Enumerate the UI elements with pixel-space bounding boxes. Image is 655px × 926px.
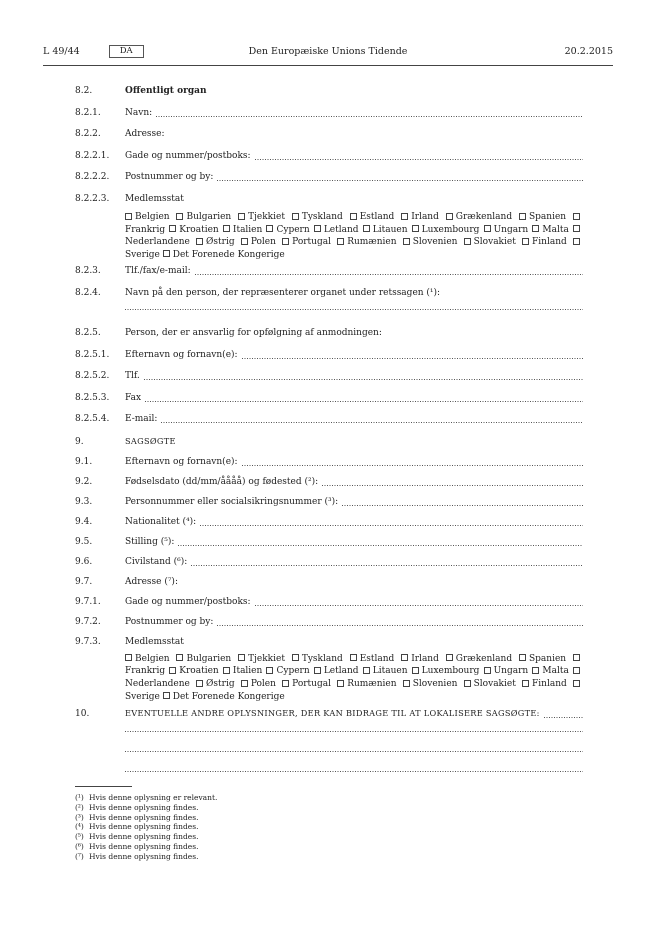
- checkbox-icon[interactable]: [573, 238, 580, 245]
- member-state-label: Slovenien: [412, 237, 458, 248]
- item-number: 9.2.: [75, 476, 93, 487]
- member-state-label: Østrig: [206, 679, 235, 690]
- checkbox-icon[interactable]: [223, 225, 230, 232]
- member-state-option: [266, 666, 309, 676]
- checkbox-icon[interactable]: [241, 680, 248, 687]
- fill-in-line: [178, 545, 583, 546]
- member-state-label: Kroatien: [179, 224, 219, 235]
- item-label: Adresse (⁷):: [125, 576, 178, 587]
- item-number: 9.: [75, 436, 84, 447]
- member-state-option: [282, 679, 331, 689]
- member-state-label: Luxembourg: [421, 666, 480, 677]
- member-state-option: [519, 212, 566, 222]
- form-row-8-2-2-3: [75, 194, 583, 204]
- checkbox-icon[interactable]: [163, 692, 170, 699]
- footnote: [75, 842, 583, 852]
- form-body: [75, 86, 583, 791]
- item-number: 8.2.5.2.: [75, 371, 110, 382]
- member-state-label: Estland: [359, 653, 395, 664]
- member-state-option: [464, 679, 516, 689]
- form-row-8-2-5: [75, 328, 583, 338]
- checkbox-icon[interactable]: [169, 225, 176, 232]
- member-state-option: [266, 225, 309, 235]
- member-state-option: [292, 654, 343, 664]
- checkbox-icon[interactable]: [484, 225, 491, 232]
- item-number: 9.5.: [75, 536, 93, 547]
- member-state-option: [519, 654, 566, 664]
- member-state-option: [223, 666, 262, 676]
- issue-date: 20.2.2015: [564, 46, 613, 57]
- member-state-option: [532, 225, 568, 235]
- item-label: Personnummer eller socialsikringsnummer (³):: [125, 496, 339, 507]
- checkbox-icon[interactable]: [464, 680, 471, 687]
- page-header: [43, 45, 613, 66]
- form-row-8-2-3: [75, 266, 583, 276]
- checkbox-icon[interactable]: [446, 654, 453, 661]
- member-state-option: [241, 237, 276, 247]
- item-label: Navn:: [125, 107, 153, 118]
- member-state-label: Rumænien: [347, 679, 397, 690]
- checkbox-icon[interactable]: [125, 654, 132, 661]
- form-row-9-7-2: [75, 617, 583, 627]
- fill-in-line: [217, 625, 583, 626]
- fill-in-line: [191, 565, 583, 566]
- form-row-8-2-5-2: [75, 371, 583, 381]
- form-row-8-2-1: [75, 108, 583, 118]
- form-row-8-2-2: [75, 129, 583, 139]
- member-state-option: [163, 250, 285, 260]
- form-row-9-3: [75, 497, 583, 507]
- checkbox-icon[interactable]: [196, 680, 203, 687]
- member-state-label: Slovenien: [412, 679, 458, 690]
- member-state-label: Litauen: [372, 224, 408, 235]
- fill-in-line: [145, 401, 583, 402]
- member-state-option: [363, 666, 408, 676]
- member-state-option: [363, 225, 408, 235]
- item-label: E-mail:: [125, 414, 158, 425]
- footnote-separator: [75, 786, 132, 787]
- member-state-label: Grækenland: [455, 653, 513, 664]
- member-states-checkbox-group-1: [125, 211, 583, 261]
- item-number: 8.2.5.1.: [75, 349, 110, 360]
- footnote-text: Hvis denne oplysning findes.: [89, 832, 199, 842]
- form-row-9-7: [75, 577, 583, 587]
- checkbox-icon[interactable]: [176, 654, 183, 661]
- fill-in-line: [144, 379, 583, 380]
- fill-in-line: [242, 465, 583, 466]
- item-number: 9.1.: [75, 456, 93, 467]
- member-state-option: [282, 237, 331, 247]
- language-code-box: DA: [109, 45, 144, 58]
- member-state-label: Malta: [542, 224, 569, 235]
- member-state-label: Finland: [532, 679, 567, 690]
- item-label: Civilstand (⁶):: [125, 556, 188, 567]
- footnote-text: Hvis denne oplysning findes.: [89, 841, 199, 851]
- form-row-8-2-5-3: [75, 393, 583, 403]
- member-state-label: Ungarn: [493, 224, 529, 235]
- member-state-label: Litauen: [372, 666, 408, 677]
- form-row-9: [75, 436, 583, 447]
- form-row-8-2: [75, 86, 583, 96]
- item-label: Gade og nummer/postboks:: [125, 150, 251, 161]
- member-state-option: [223, 225, 262, 235]
- form-row-9-6: [75, 557, 583, 567]
- footnote: [75, 803, 583, 813]
- member-state-label: Belgien: [135, 653, 170, 664]
- item-label: Efternavn og fornavn(e):: [125, 456, 238, 467]
- member-state-option: [163, 692, 285, 702]
- checkbox-icon[interactable]: [403, 680, 410, 687]
- item-label: Efternavn og fornavn(e):: [125, 349, 238, 360]
- member-state-label: Det Forenede Kongerige: [172, 249, 285, 260]
- member-state-option: [337, 237, 396, 247]
- fill-in-line: [125, 771, 583, 772]
- member-state-label: Polen: [250, 237, 276, 248]
- checkbox-icon[interactable]: [176, 213, 183, 220]
- checkbox-icon[interactable]: [169, 667, 176, 674]
- checkbox-icon[interactable]: [337, 680, 344, 687]
- member-state-label: Tyskland: [301, 653, 343, 664]
- member-state-option: [401, 654, 439, 664]
- checkbox-icon[interactable]: [532, 667, 539, 674]
- member-state-option: [125, 212, 170, 222]
- checkbox-icon[interactable]: [337, 238, 344, 245]
- member-state-option: [176, 654, 231, 664]
- member-state-label: Grækenland: [455, 212, 513, 222]
- footnote-text: Hvis denne oplysning er relevant.: [89, 793, 218, 802]
- footnote: [75, 832, 583, 842]
- footnote-ref: (⁶): [75, 841, 84, 851]
- form-row-9-5: [75, 537, 583, 547]
- checkbox-icon[interactable]: [573, 654, 580, 661]
- checkbox-icon[interactable]: [163, 250, 170, 257]
- member-state-label: Portugal: [292, 679, 331, 690]
- item-number: 8.2.2.3.: [75, 193, 110, 204]
- checkbox-icon[interactable]: [350, 654, 357, 661]
- fill-in-line: [195, 274, 583, 275]
- form-row-9-4: [75, 517, 583, 527]
- member-state-option: [522, 679, 567, 689]
- checkbox-icon[interactable]: [266, 667, 273, 674]
- footnote: [75, 822, 583, 832]
- member-state-option: [532, 666, 568, 676]
- member-state-option: [196, 679, 235, 689]
- member-state-option: [401, 212, 439, 222]
- page-reference: L 49/44: [43, 46, 80, 57]
- item-label: Fax: [125, 392, 142, 403]
- header-rule: [43, 65, 613, 66]
- item-number: 9.7.3.: [75, 636, 101, 647]
- checkbox-icon[interactable]: [522, 238, 529, 245]
- item-label: Fødselsdato (dd/mm/åååå) og fødested (²):: [125, 476, 319, 487]
- checkbox-icon[interactable]: [266, 225, 273, 232]
- form-row-8-2-4: [75, 288, 583, 298]
- checkbox-icon[interactable]: [196, 238, 203, 245]
- item-number: 8.2.4.: [75, 287, 101, 298]
- member-state-label: Det Forenede Kongerige: [172, 691, 285, 702]
- footnote: [75, 852, 583, 862]
- form-row-9-7-1: [75, 597, 583, 607]
- item-number: 8.2.3.: [75, 266, 101, 277]
- form-row-10: [75, 708, 583, 719]
- member-state-label: Spanien: [529, 653, 567, 664]
- member-state-option: [446, 654, 512, 664]
- member-state-label: Frankrig: [125, 666, 166, 677]
- member-state-label: Luxembourg: [421, 224, 480, 235]
- footnote-ref: (⁷): [75, 851, 84, 861]
- footnote-text: Hvis denne oplysning findes.: [89, 822, 199, 832]
- member-state-label: Irland: [411, 653, 439, 664]
- footnote-list: [75, 793, 583, 862]
- checkbox-icon[interactable]: [464, 238, 471, 245]
- journal-title: Den Europæiske Unions Tidende: [248, 46, 408, 57]
- form-row-8-2-2-1: [75, 151, 583, 161]
- member-state-option: [196, 237, 235, 247]
- member-state-option: [412, 225, 480, 235]
- form-row-9-2: [75, 477, 583, 487]
- checkbox-icon[interactable]: [314, 225, 321, 232]
- member-state-option: [314, 666, 359, 676]
- member-state-option: [169, 225, 218, 235]
- item-number: 9.7.1.: [75, 596, 101, 607]
- member-state-label: Nederlandene: [125, 237, 190, 248]
- fill-in-line: [342, 505, 583, 506]
- member-state-option: [350, 212, 395, 222]
- member-state-label: Italien: [232, 666, 263, 677]
- item-label: Person, der er ansvarlig for opfølgning af anmodningen:: [125, 328, 382, 339]
- checkbox-icon[interactable]: [412, 225, 419, 232]
- member-state-option: [464, 237, 516, 247]
- item-label: Adresse:: [125, 129, 165, 139]
- section-heading: SAGSØGTE: [125, 435, 176, 446]
- item-label: Offentligt organ: [125, 86, 207, 96]
- member-state-option: [350, 654, 395, 664]
- checkbox-icon[interactable]: [484, 667, 491, 674]
- checkbox-icon[interactable]: [532, 225, 539, 232]
- member-state-label: Finland: [532, 237, 567, 248]
- checkbox-icon[interactable]: [282, 680, 289, 687]
- member-state-option: [238, 212, 285, 222]
- item-number: 8.2.2.: [75, 129, 101, 139]
- fill-in-line: [544, 717, 583, 718]
- member-state-option: [169, 666, 218, 676]
- checkbox-icon[interactable]: [401, 654, 408, 661]
- item-label: Postnummer og by:: [125, 172, 214, 182]
- fill-in-line: [125, 731, 583, 732]
- item-number: 8.2.: [75, 86, 93, 96]
- checkbox-icon[interactable]: [238, 654, 245, 661]
- member-state-label: Slovakiet: [473, 679, 516, 690]
- item-number: 9.7.2.: [75, 616, 101, 627]
- fill-in-line: [156, 116, 583, 117]
- member-state-label: Letland: [323, 666, 359, 677]
- member-state-label: Nederlandene: [125, 679, 190, 690]
- member-state-label: Malta: [542, 666, 569, 677]
- checkbox-icon[interactable]: [292, 213, 299, 220]
- checkbox-icon[interactable]: [363, 225, 370, 232]
- member-state-label: Portugal: [292, 237, 331, 248]
- fill-in-line: [125, 309, 583, 310]
- fill-in-line: [255, 605, 583, 606]
- member-state-label: Spanien: [529, 212, 567, 222]
- member-state-label: Frankrig: [125, 224, 166, 235]
- item-label: Nationalitet (⁴):: [125, 516, 197, 527]
- item-number: 8.2.1.: [75, 107, 101, 118]
- member-state-label: Tjekkiet: [248, 653, 285, 664]
- item-label: Stilling (⁵):: [125, 536, 175, 547]
- member-state-option: [484, 666, 529, 676]
- member-state-option: [446, 212, 512, 222]
- checkbox-icon[interactable]: [573, 213, 580, 220]
- member-state-label: Kroatien: [179, 666, 219, 677]
- form-row-9-1: [75, 457, 583, 467]
- checkbox-icon[interactable]: [401, 213, 408, 220]
- member-state-option: [176, 212, 231, 222]
- member-state-option: [314, 225, 359, 235]
- section-heading: EVENTUELLE ANDRE OPLYSNINGER, DER KAN BIDRAGE TIL AT LOKALISERE SAGSØGTE:: [125, 708, 540, 719]
- form-row-8-2-5-1: [75, 350, 583, 360]
- member-state-label: Cypern: [276, 666, 310, 677]
- fill-in-line: [125, 751, 583, 752]
- item-label: Navn på den person, der repræsenterer organet under retssagen (¹):: [125, 287, 441, 298]
- item-label: Tlf.: [125, 371, 140, 382]
- item-label: Medlemsstat: [125, 636, 184, 647]
- item-number: 8.2.5.4.: [75, 414, 110, 425]
- member-state-label: Irland: [411, 212, 439, 222]
- member-state-label: Polen: [250, 679, 276, 690]
- item-number: 8.2.2.2.: [75, 172, 110, 182]
- member-state-label: Sverige: [125, 691, 160, 702]
- fill-in-line: [161, 422, 583, 423]
- item-number: 9.7.: [75, 576, 93, 587]
- footnote: [75, 793, 583, 803]
- member-state-option: [412, 666, 480, 676]
- item-label: Tlf./fax/e-mail:: [125, 266, 191, 277]
- member-state-label: Tjekkiet: [248, 212, 285, 222]
- member-state-label: Ungarn: [493, 666, 529, 677]
- form-row-9-7-3: [75, 637, 583, 647]
- checkbox-icon[interactable]: [125, 213, 132, 220]
- item-number: 10.: [75, 709, 90, 720]
- member-state-option: [484, 225, 529, 235]
- fill-in-line: [322, 485, 583, 486]
- form-row-8-2-5-4: [75, 414, 583, 424]
- footnote-ref: (¹): [75, 793, 84, 802]
- checkbox-icon[interactable]: [314, 667, 321, 674]
- footnote-ref: (²): [75, 802, 84, 812]
- checkbox-icon[interactable]: [446, 213, 453, 220]
- checkbox-icon[interactable]: [403, 238, 410, 245]
- checkbox-icon[interactable]: [519, 654, 526, 661]
- member-state-label: Bulgarien: [186, 212, 232, 222]
- item-label: Medlemsstat: [125, 193, 184, 204]
- member-state-label: Slovakiet: [473, 237, 516, 248]
- footnotes-section: [75, 786, 583, 862]
- footnote-text: Hvis denne oplysning findes.: [89, 812, 199, 822]
- member-state-label: Tyskland: [301, 212, 343, 222]
- member-state-option: [337, 679, 396, 689]
- member-state-label: Bulgarien: [186, 653, 232, 664]
- fill-in-line: [242, 358, 583, 359]
- checkbox-icon[interactable]: [292, 654, 299, 661]
- footnote-text: Hvis denne oplysning findes.: [89, 802, 199, 812]
- checkbox-icon[interactable]: [522, 680, 529, 687]
- item-label: Postnummer og by:: [125, 616, 214, 627]
- fill-in-line: [255, 159, 583, 160]
- item-number: 8.2.5.: [75, 328, 101, 339]
- member-state-label: Østrig: [206, 237, 235, 248]
- member-state-label: Rumænien: [347, 237, 397, 248]
- member-state-label: Belgien: [135, 212, 170, 222]
- checkbox-icon[interactable]: [363, 667, 370, 674]
- item-number: 8.2.5.3.: [75, 392, 110, 403]
- member-state-option: [522, 237, 567, 247]
- member-state-label: Italien: [232, 224, 263, 235]
- footnote: [75, 813, 583, 823]
- member-state-label: Sverige: [125, 249, 160, 260]
- footnote-ref: (³): [75, 812, 84, 822]
- item-number: 9.4.: [75, 516, 93, 527]
- member-state-label: Cypern: [276, 224, 310, 235]
- item-label: Gade og nummer/postboks:: [125, 596, 251, 607]
- member-state-option: [292, 212, 343, 222]
- checkbox-icon[interactable]: [573, 680, 580, 687]
- member-states-checkbox-group-2: [125, 653, 583, 703]
- footnote-ref: (⁵): [75, 832, 84, 842]
- item-number: 9.3.: [75, 496, 93, 507]
- checkbox-icon[interactable]: [519, 213, 526, 220]
- item-number: 8.2.2.1.: [75, 150, 110, 161]
- fill-in-line: [217, 180, 583, 181]
- member-state-label: Letland: [323, 224, 359, 235]
- checkbox-icon[interactable]: [412, 667, 419, 674]
- fill-in-line: [200, 525, 583, 526]
- checkbox-icon[interactable]: [241, 238, 248, 245]
- form-row-8-2-2-2: [75, 172, 583, 182]
- checkbox-icon[interactable]: [573, 225, 580, 232]
- member-state-option: [403, 679, 458, 689]
- member-state-option: [238, 654, 285, 664]
- member-state-option: [125, 654, 170, 664]
- checkbox-icon[interactable]: [282, 238, 289, 245]
- item-number: 9.6.: [75, 556, 93, 567]
- checkbox-icon[interactable]: [573, 667, 580, 674]
- checkbox-icon[interactable]: [350, 213, 357, 220]
- footnote-ref: (⁴): [75, 822, 84, 832]
- checkbox-icon[interactable]: [238, 213, 245, 220]
- checkbox-icon[interactable]: [223, 667, 230, 674]
- member-state-label: Estland: [359, 212, 395, 222]
- member-state-option: [403, 237, 458, 247]
- member-state-option: [241, 679, 276, 689]
- footnote-text: Hvis denne oplysning findes.: [89, 851, 199, 861]
